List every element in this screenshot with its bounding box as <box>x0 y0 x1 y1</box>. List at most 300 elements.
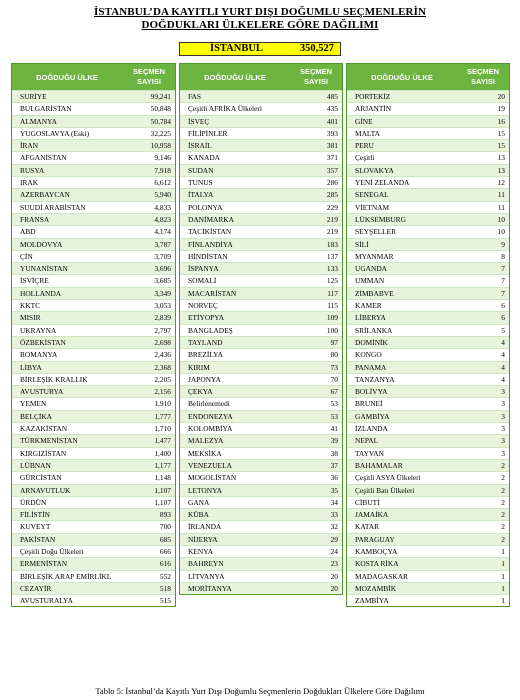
table-row <box>180 274 342 286</box>
table-row <box>347 422 509 434</box>
voter-count: 219 <box>326 214 338 224</box>
table-row <box>180 385 342 397</box>
voter-count: 23 <box>330 559 338 569</box>
country-name: İSVEÇ <box>188 116 210 126</box>
country-name: FİNLANDİYA <box>188 239 233 249</box>
table-row <box>180 238 342 250</box>
voter-count: 2 <box>501 534 505 544</box>
table-row <box>347 447 509 459</box>
country-name: KANADA <box>188 153 221 163</box>
voter-count: 2,797 <box>154 325 171 335</box>
country-name: PORTEKİZ <box>355 92 391 101</box>
voter-count: 4 <box>501 374 505 384</box>
country-name: MORİTANYA <box>188 583 232 593</box>
table-row <box>180 176 342 188</box>
table-row <box>12 102 175 114</box>
country-name: MEKSİKA <box>188 448 222 458</box>
table-row <box>347 115 509 127</box>
country-name: FRANSA <box>20 214 50 224</box>
table-row <box>347 213 509 225</box>
country-name: SİLİ <box>355 239 369 249</box>
country-name: HİNDİSTAN <box>188 251 228 261</box>
country-name: BAHAMALAR <box>355 460 403 470</box>
voter-count: 4 <box>501 350 505 360</box>
table-row <box>347 324 509 336</box>
country-name: TÜRKMENİSTAN <box>20 436 78 446</box>
voter-count: 381 <box>326 141 338 151</box>
table-row <box>347 582 509 594</box>
country-name: KAMBOÇYA <box>355 546 398 556</box>
voter-count: 666 <box>159 546 171 556</box>
table-row <box>347 299 509 311</box>
voter-count: 67 <box>330 387 338 397</box>
table-row <box>180 201 342 213</box>
country-name: LİBYA <box>20 362 42 372</box>
voter-count: 100 <box>326 325 338 335</box>
voter-count: 35 <box>330 485 338 495</box>
voter-count: 19 <box>497 104 505 114</box>
table-header <box>180 64 342 90</box>
table-row <box>12 373 175 385</box>
voter-count: 485 <box>326 92 338 101</box>
table-row <box>347 484 509 496</box>
country-name: POLONYA <box>188 202 223 212</box>
country-name: TANZANYA <box>355 374 395 384</box>
voter-count: 515 <box>159 596 171 606</box>
country-name: İSPANYA <box>188 264 219 274</box>
country-name: PANAMA <box>355 362 387 372</box>
country-name: ÇEKYA <box>188 387 213 397</box>
country-name: DANİMARKA <box>188 214 234 224</box>
table-row <box>12 299 175 311</box>
table-row <box>180 484 342 496</box>
voter-count: 1,777 <box>154 411 171 421</box>
country-name: RUSYA <box>20 165 45 175</box>
table-row <box>180 582 342 594</box>
table-row <box>347 151 509 163</box>
table-row <box>347 520 509 532</box>
table-row <box>180 361 342 373</box>
table-row <box>180 570 342 582</box>
table-row <box>347 274 509 286</box>
voter-count: 50,784 <box>150 116 171 126</box>
voter-count: 2 <box>501 522 505 532</box>
table-row <box>180 520 342 532</box>
country-name: TAYLAND <box>188 337 223 347</box>
country-name: ARNAVUTLUK <box>20 485 71 495</box>
table-row <box>12 459 175 471</box>
country-name: Çeşitli Doğu Ülkeleri <box>20 546 84 556</box>
table-row <box>347 361 509 373</box>
table-header <box>12 64 175 90</box>
country-name: YUNANİSTAN <box>20 264 68 274</box>
country-name: SEYŞELLER <box>355 227 397 237</box>
header-voters: SEÇMEN SAYISI <box>132 67 166 86</box>
country-name: GİNE <box>355 116 373 126</box>
table-row <box>180 410 342 422</box>
voter-count: 99,241 <box>150 92 171 101</box>
table-column-1 <box>11 63 176 607</box>
country-name: GÜRCİSTAN <box>20 473 62 483</box>
voter-count: 11 <box>497 202 505 212</box>
country-name: KOLOMBİYA <box>188 424 233 434</box>
table-body <box>180 90 342 594</box>
table-row <box>12 213 175 225</box>
country-name: BAHREYN <box>188 559 224 569</box>
table-row <box>12 520 175 532</box>
country-name: UMMAN <box>355 276 385 286</box>
table-row <box>180 127 342 139</box>
country-name: NORVEÇ <box>188 301 218 311</box>
country-name: İRAN <box>20 141 39 151</box>
country-name: ROMANYA <box>20 350 58 360</box>
table-row <box>12 434 175 446</box>
table-row <box>180 422 342 434</box>
country-name: ENDONEZYA <box>188 411 233 421</box>
table-row <box>180 151 342 163</box>
table-row <box>12 570 175 582</box>
voter-count: 10 <box>497 214 505 224</box>
table-row <box>180 324 342 336</box>
table-row <box>12 250 175 262</box>
voter-count: 1 <box>501 571 505 581</box>
country-name: CEZAYİR <box>20 583 52 593</box>
country-name: KIRGIZİSTAN <box>20 448 67 458</box>
voter-count: 3 <box>501 424 505 434</box>
country-name: BANGLADEŞ <box>188 325 233 335</box>
table-row <box>180 348 342 360</box>
country-name: GANA <box>188 497 210 507</box>
country-name: JAMAİKA <box>355 510 389 520</box>
header-country: DOĞDUĞU ÜLKE <box>204 73 266 82</box>
table-row <box>180 90 342 102</box>
voter-count: 552 <box>159 571 171 581</box>
voter-count: 7 <box>501 288 505 298</box>
country-name: ALMANYA <box>20 116 57 126</box>
table-row <box>347 188 509 200</box>
voter-count: 117 <box>327 288 338 298</box>
voter-count: 80 <box>330 350 338 360</box>
country-name: HOLLANDA <box>20 288 62 298</box>
voter-count: 3,349 <box>154 288 171 298</box>
table-column-2 <box>179 63 343 595</box>
country-name: MACARİSTAN <box>188 288 237 298</box>
voter-count: 286 <box>326 178 338 188</box>
table-column-3 <box>346 63 510 607</box>
table-row <box>12 496 175 508</box>
country-name: KAMER <box>355 301 382 311</box>
table-row <box>12 361 175 373</box>
table-row <box>12 188 175 200</box>
country-name: NİJERYA <box>188 534 218 544</box>
country-name: ZİMBABVE <box>355 288 394 298</box>
country-name: UKRAYNA <box>20 325 57 335</box>
table-row <box>347 287 509 299</box>
country-name: ÇİN <box>20 251 33 261</box>
country-name: İSVİÇRE <box>20 276 49 286</box>
table-row <box>180 557 342 569</box>
voter-count: 2 <box>501 497 505 507</box>
voter-count: 2 <box>501 485 505 495</box>
country-name: UGANDA <box>355 264 388 274</box>
table-row <box>347 262 509 274</box>
country-name: ETİYOPYA <box>188 313 225 323</box>
voter-count: 2,436 <box>154 350 171 360</box>
country-name: KAZAKİSTAN <box>20 424 68 434</box>
table-row <box>180 397 342 409</box>
country-name: MALEZYA <box>188 436 224 446</box>
voter-count: 32 <box>330 522 338 532</box>
header-voters: SEÇMEN SAYISI <box>466 67 500 86</box>
country-name: GAMBİYA <box>355 411 390 421</box>
table-row <box>12 594 175 606</box>
country-name: PARAGUAY <box>355 534 395 544</box>
voter-count: 219 <box>326 227 338 237</box>
country-name: BİRLEŞİK ARAP EMİRLİKL <box>20 571 112 581</box>
table-row <box>347 594 509 606</box>
table-row <box>347 373 509 385</box>
table-row <box>347 348 509 360</box>
voter-count: 53 <box>330 399 338 409</box>
country-name: MADAGASKAR <box>355 571 408 581</box>
voter-count: 36 <box>330 473 338 483</box>
table-row <box>347 250 509 262</box>
voter-count: 34 <box>330 497 338 507</box>
page-title-line2: DOĞDUKLARI ÜLKELERE GÖRE DAĞILIMI <box>141 19 379 31</box>
table-row <box>347 238 509 250</box>
country-name: AVUSTURYA <box>20 387 64 397</box>
table-row <box>12 533 175 545</box>
voter-count: 4,823 <box>154 214 171 224</box>
voter-count: 393 <box>326 128 338 138</box>
voter-count: 5,940 <box>154 190 171 200</box>
voter-count: 3,685 <box>154 276 171 286</box>
country-name: KIRIM <box>188 362 210 372</box>
voter-count: 15 <box>497 128 505 138</box>
country-name: ERMENİSTAN <box>20 559 68 569</box>
table-row <box>347 434 509 446</box>
table-row <box>180 311 342 323</box>
voter-count: 3,696 <box>154 264 171 274</box>
voter-count: 229 <box>326 202 338 212</box>
voter-count: 8 <box>501 251 505 261</box>
voter-count: 2 <box>501 460 505 470</box>
table-row <box>347 164 509 176</box>
country-name: BELÇİKA <box>20 411 53 421</box>
table-row <box>347 570 509 582</box>
table-row <box>180 262 342 274</box>
voter-count: 3 <box>501 436 505 446</box>
country-name: SUDAN <box>188 165 214 175</box>
voter-count: 9,146 <box>154 153 171 163</box>
table-row <box>180 188 342 200</box>
voter-count: 53 <box>330 411 338 421</box>
table-row <box>347 385 509 397</box>
voter-count: 12 <box>497 178 505 188</box>
country-name: YUGOSLAVYA (Eski) <box>20 128 90 138</box>
table-row <box>347 496 509 508</box>
voter-count: 685 <box>159 534 171 544</box>
table-row <box>347 139 509 151</box>
country-name: BULGARİSTAN <box>20 104 72 114</box>
country-name: KÜBA <box>188 510 209 520</box>
table-row <box>180 459 342 471</box>
country-name: LİTVANYA <box>188 571 225 581</box>
table-row <box>347 508 509 520</box>
voter-count: 32,225 <box>150 128 171 138</box>
table-row <box>347 545 509 557</box>
voter-count: 2,368 <box>154 362 171 372</box>
country-name: BOLİVYA <box>355 387 388 397</box>
voter-count: 33 <box>330 510 338 520</box>
voter-count: 1 <box>501 583 505 593</box>
table-row <box>180 533 342 545</box>
voter-count: 1,107 <box>154 485 171 495</box>
table-row <box>12 201 175 213</box>
table-row <box>347 201 509 213</box>
country-name: MOLDOVYA <box>20 239 63 249</box>
table-row <box>12 164 175 176</box>
voter-count: 13 <box>497 153 505 163</box>
table-body <box>347 90 509 606</box>
header-country: DOĞDUĞU ÜLKE <box>371 73 433 82</box>
table-row <box>180 164 342 176</box>
voter-count: 20 <box>497 92 505 101</box>
country-name: LÜKSEMBURG <box>355 214 406 224</box>
voter-count: 70 <box>330 374 338 384</box>
voter-count: 16 <box>497 116 505 126</box>
voter-count: 10,958 <box>150 141 171 151</box>
country-name: SLOVAKYA <box>355 165 394 175</box>
voter-count: 1,177 <box>154 460 171 470</box>
voter-count: 6,612 <box>154 178 171 188</box>
table-row <box>12 410 175 422</box>
table-row <box>12 582 175 594</box>
table-caption: Tablo 5: İstanbul’da Kayıtlı Yurt Dışı Doğumlu Seçmenlerin Doğdukları Ülkelere Göre Dağılımı <box>95 686 425 696</box>
table-row <box>12 139 175 151</box>
voter-count: 183 <box>326 239 338 249</box>
country-name: KENYA <box>188 546 214 556</box>
table-row <box>12 385 175 397</box>
country-name: MOGOLİSTAN <box>188 473 237 483</box>
table-row <box>12 324 175 336</box>
voter-count: 435 <box>326 104 338 114</box>
voter-count: 7,918 <box>154 165 171 175</box>
country-name: İTALYA <box>188 190 214 200</box>
country-name: SRİLANKA <box>355 325 393 335</box>
table-row <box>347 225 509 237</box>
voter-count: 115 <box>327 301 338 311</box>
voter-count: 1,710 <box>154 424 171 434</box>
table-row <box>12 262 175 274</box>
voter-count: 3,053 <box>154 301 171 311</box>
voter-count: 1 <box>501 559 505 569</box>
table-row <box>347 397 509 409</box>
table-row <box>12 274 175 286</box>
country-name: BREZİLYA <box>188 350 223 360</box>
country-name: ARJANTİN <box>355 104 392 114</box>
table-row <box>180 336 342 348</box>
country-name: MYANMAR <box>355 251 394 261</box>
voter-count: 357 <box>326 165 338 175</box>
voter-count: 4,833 <box>154 202 171 212</box>
table-row <box>12 238 175 250</box>
istanbul-total-box <box>179 42 341 56</box>
table-row <box>180 299 342 311</box>
voter-count: 37 <box>330 460 338 470</box>
country-name: İSRAİL <box>188 141 212 151</box>
country-name: SUUDİ ARABİSTAN <box>20 202 86 212</box>
table-row <box>12 225 175 237</box>
country-name: LÜBNAN <box>20 460 51 470</box>
table-row <box>12 484 175 496</box>
voter-count: 11 <box>497 190 505 200</box>
country-name: FAS <box>188 92 202 101</box>
header-voters: SEÇMEN SAYISI <box>299 67 333 86</box>
table-row <box>180 213 342 225</box>
table-row <box>180 287 342 299</box>
voter-count: 285 <box>326 190 338 200</box>
voter-count: 700 <box>159 522 171 532</box>
istanbul-label: İSTANBUL <box>210 43 263 54</box>
table-row <box>347 311 509 323</box>
table-row <box>347 176 509 188</box>
table-row <box>180 447 342 459</box>
voter-count: 15 <box>497 141 505 151</box>
country-name: SOMALİ <box>188 276 217 286</box>
country-name: Çeşitli Batı Ülkeleri <box>355 485 415 495</box>
voter-count: 6 <box>501 301 505 311</box>
table-row <box>180 102 342 114</box>
table-row <box>12 151 175 163</box>
table-row <box>347 90 509 102</box>
voter-count: 1,477 <box>154 436 171 446</box>
table-row <box>180 115 342 127</box>
country-name: TUNUS <box>188 178 213 188</box>
voter-count: 4 <box>501 337 505 347</box>
country-name: YENİ ZELANDA <box>355 178 410 188</box>
voter-count: 1,148 <box>154 473 171 483</box>
country-name: LİBERYA <box>355 313 386 323</box>
country-name: SENEGAL <box>355 190 389 200</box>
voter-count: 2,839 <box>154 313 171 323</box>
voter-count: 4 <box>501 362 505 372</box>
country-name: CİBUTİ <box>355 497 380 507</box>
voter-count: 1 <box>501 546 505 556</box>
voter-count: 1,107 <box>154 497 171 507</box>
country-name: KKTC <box>20 301 41 311</box>
voter-count: 109 <box>326 313 338 323</box>
voter-count: 13 <box>497 165 505 175</box>
table-body <box>12 90 175 606</box>
country-name: TAYVAN <box>355 448 384 458</box>
country-name: Çeşitli <box>355 153 375 163</box>
country-name: MOZAMBİK <box>355 583 397 593</box>
country-name: Çeşitli AFRİKA Ülkeleri <box>188 104 262 114</box>
table-row <box>12 336 175 348</box>
voter-count: 29 <box>330 534 338 544</box>
voter-count: 6 <box>501 313 505 323</box>
country-name: ÖZBEKİSTAN <box>20 337 66 347</box>
voter-count: 133 <box>326 264 338 274</box>
voter-count: 1 <box>501 596 505 606</box>
country-name: SURİYE <box>20 92 47 101</box>
table-row <box>12 397 175 409</box>
istanbul-value: 350,527 <box>299 43 334 54</box>
voter-count: 38 <box>330 448 338 458</box>
table-row <box>12 287 175 299</box>
voter-count: 2,698 <box>154 337 171 347</box>
